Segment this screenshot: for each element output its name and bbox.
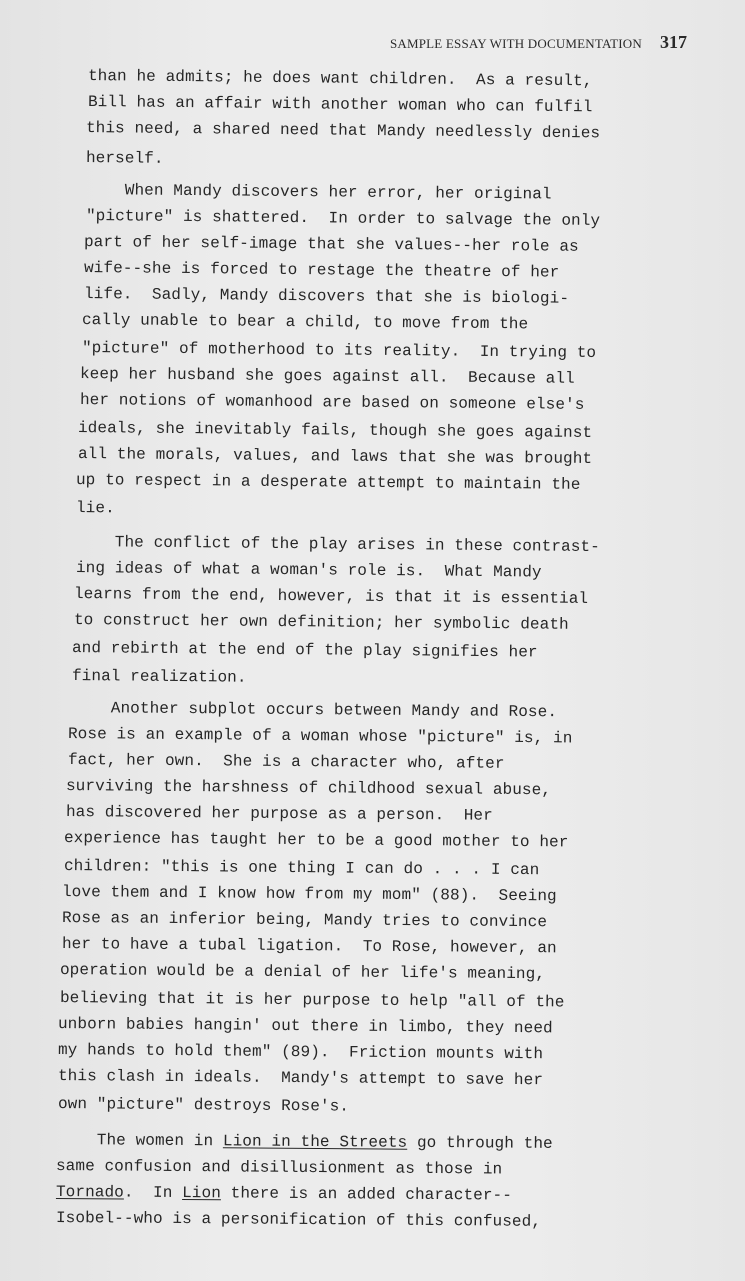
text-line: has discovered her purpose as a person. Her (65, 803, 493, 825)
text-line: Bill has an affair with another woman who can fulfil (87, 93, 593, 117)
text-line: surviving the harshness of childhood sexual abuse, (65, 777, 552, 800)
page-number: 317 (660, 32, 687, 52)
text-segment: go through the (407, 1133, 553, 1153)
play-title-lion-in-the-streets: Lion in the Streets (222, 1132, 408, 1152)
text-line: children: "this is one thing I can do . . . I can (63, 857, 540, 880)
text-line: her notions of womanhood are based on someone else's (79, 391, 585, 414)
text-line: Isobel--who is a personification of this confused, (55, 1209, 542, 1231)
text-line: to construct her own definition; her symbolic death (73, 611, 569, 634)
text-line: lie. (75, 499, 115, 518)
text-line: life. Sadly, Mandy discovers that she is biologi- (83, 285, 570, 308)
text-line: this need, a shared need that Mandy needlessly denies (85, 119, 601, 143)
text-line: fact, her own. She is a character who, after (67, 751, 505, 773)
text-line: operation would be a denial of her life's meaning, (59, 961, 546, 984)
text-line: keep her husband she goes against all. Because all (79, 365, 575, 388)
essay-body (0, 62, 745, 1272)
text-line: Another subplot occurs between Mandy and Rose. (71, 699, 558, 722)
text-line: final realization. (71, 667, 247, 687)
text-segment: . In (123, 1183, 183, 1202)
text-line: unborn babies hangin' out there in limbo, they need (57, 1015, 553, 1038)
text-segment: there is an added character-- (220, 1184, 513, 1205)
text-line: ideals, she inevitably fails, though she goes against (77, 419, 593, 442)
text-line: ing ideas of what a woman's role is. What Mandy (75, 559, 542, 582)
text-line: Rose as an inferior being, Mandy tries to convince (61, 909, 548, 932)
text-line: own "picture" destroys Rose's. (57, 1095, 350, 1116)
text-line: When Mandy discovers her error, her original (85, 181, 552, 204)
running-title: SAMPLE ESSAY WITH DOCUMENTATION (389, 36, 642, 51)
running-head (390, 32, 687, 53)
text-line: love them and I know how from my mom" (88). Seeing (61, 883, 557, 906)
text-line: and rebirth at the end of the play signifies her (71, 639, 538, 662)
play-title-lion: Lion (182, 1183, 222, 1203)
text-line: The conflict of the play arises in these contrast- (75, 533, 600, 557)
text-line: all the morals, values, and laws that she was brought (77, 445, 593, 468)
text-line: than he admits; he does want children. As a result, (87, 67, 593, 91)
text-line: Rose is an example of a woman whose "picture" is, in (67, 725, 573, 748)
text-line: learns from the end, however, is that it is essential (73, 585, 589, 608)
play-title-tornado: Tornado (55, 1183, 124, 1202)
text-line: part of her self-image that she values--her role as (83, 233, 579, 256)
text-line: wife--she is forced to restage the theatre of her (83, 259, 560, 282)
text-line: same confusion and disillusionment as those in (55, 1157, 503, 1179)
text-line: her to have a tubal ligation. To Rose, however, an (61, 935, 557, 958)
text-line: up to respect in a desperate attempt to maintain the (75, 471, 581, 494)
text-line: my hands to hold them" (89). Friction mounts with (57, 1041, 544, 1064)
text-line: cally unable to bear a child, to move from the (81, 311, 529, 334)
text-line: believing that it is her purpose to help "all of the (59, 989, 565, 1012)
text-segment: The women in (57, 1131, 224, 1151)
text-line: this clash in ideals. Mandy's attempt to save her (57, 1067, 544, 1090)
text-line (58, 1130, 553, 1154)
text-line: "picture" of motherhood to its reality. In trying to (81, 339, 597, 362)
text-line (56, 1182, 512, 1206)
text-line: experience has taught her to be a good mother to her (63, 829, 569, 852)
text-line: herself. (85, 149, 164, 168)
text-line: "picture" is shattered. In order to salvage the only (85, 207, 601, 230)
